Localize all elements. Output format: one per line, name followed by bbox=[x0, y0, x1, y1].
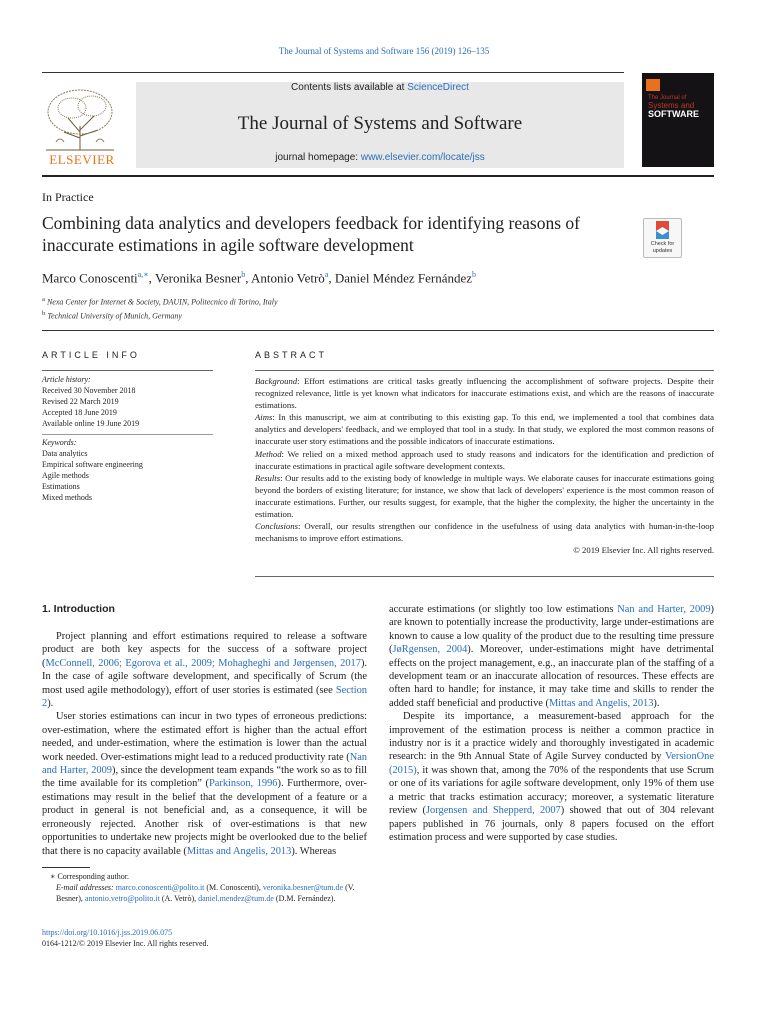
author-separator: , bbox=[245, 270, 252, 286]
history-label: Article history: bbox=[42, 375, 91, 384]
abstract-bottom-rule bbox=[255, 576, 714, 577]
history-item: Revised 22 March 2019 bbox=[42, 397, 119, 406]
abstract-background bbox=[255, 375, 714, 411]
introduction-heading: 1. Introduction bbox=[42, 603, 115, 615]
footnotes bbox=[42, 871, 367, 904]
section-link[interactable]: Section 2 bbox=[42, 684, 367, 710]
elsevier-wordmark: ELSEVIER bbox=[49, 152, 115, 167]
abstract-label: Background bbox=[255, 376, 298, 386]
crossmark-button[interactable] bbox=[643, 218, 682, 258]
author-affiliation-mark[interactable]: a bbox=[324, 270, 329, 279]
abstract-method bbox=[255, 448, 714, 472]
abstract-copyright: © 2019 Elsevier Inc. All rights reserved. bbox=[573, 545, 714, 556]
body-text: ). Whereas bbox=[291, 845, 337, 857]
crossmark-label-2: updates bbox=[652, 248, 673, 254]
email-label: E-mail addresses: bbox=[56, 883, 114, 892]
homepage-link[interactable]: www.elsevier.com/locate/jss bbox=[360, 152, 485, 163]
crossmark-label-1: Check for bbox=[650, 241, 675, 247]
author-list bbox=[42, 270, 476, 286]
abstract-rule bbox=[255, 370, 714, 371]
abstract-text: : Our results add to the existing body of knowledge in multiple ways. We elaborate causes for inaccurate estimations going beyond the borders of existing literature; for instance, we show that lack of developers' experience is the most common reason of inaccurate estimations. Further, our results suggest, for example, that the higher the complexity, the higher the uncertainty in the estimation. bbox=[255, 472, 714, 520]
affiliation-text: Technical University of Munich, Germany bbox=[47, 311, 182, 321]
intro-paragraph-1 bbox=[42, 630, 367, 710]
homepage-line bbox=[136, 152, 624, 163]
article-info-rule bbox=[42, 370, 213, 371]
cover-title-line1: The Journal of bbox=[648, 95, 687, 101]
body-text: ). Moreover, under-estimations might have detrimental effects on the project management, e.g., an inaccurate plan of the staffing of a development team or an inaccurate allocation of resources. These effects are often hard to handle; for instance, it may take time and skills to render the added staff beneficial and productive ( bbox=[389, 644, 714, 709]
keywords-label: Keywords: bbox=[42, 438, 77, 447]
keyword-item: Data analytics bbox=[42, 449, 88, 458]
history-item: Received 30 November 2018 bbox=[42, 386, 136, 395]
abstract-heading: ABSTRACT bbox=[255, 350, 328, 360]
crossmark-icon bbox=[644, 219, 681, 243]
citation-link[interactable]: Mittas and Angelis, 2013 bbox=[548, 697, 654, 709]
email-link[interactable]: marco.conoscenti@polito.it bbox=[115, 883, 205, 892]
affiliation-mark: b bbox=[42, 309, 46, 317]
email-owner: (D.M. Fernández). bbox=[273, 894, 336, 903]
citation-link[interactable]: McConnell, 2006; Egorova et al., 2009; Mohagheghi and Jørgensen, 2017 bbox=[45, 657, 361, 669]
body-column-left bbox=[42, 630, 367, 858]
abstract-text: : Effort estimations are critical tasks greatly influencing the accomplishment of software projects. Despite their recognized relevance, little is yet known what indicators for inaccurate estimations exist, and which are the reasons of inaccurate estimations. bbox=[255, 376, 714, 411]
body-text: Despite its importance, a measurement-based approach for the improvement of the estimation process is neither a common practice in industry nor is it a practice widely and thoroughly investigated in academic research: in the 9th Annual State of Agile Survey conducted by bbox=[389, 711, 714, 763]
intro-paragraph-3-continued bbox=[389, 710, 714, 844]
contents-prefix: Contents lists available at bbox=[291, 82, 405, 93]
sciencedirect-link[interactable]: ScienceDirect bbox=[407, 82, 469, 93]
body-text: User stories estimations can incur in two types of erroneous predictions: over-estimation, where the estimated effort is higher than the actual effort needed, and under-estimation, where the estimation is lower than the actual work needed. Over-estimations might lead to a reduced productivity rate ( bbox=[42, 711, 367, 763]
email-link[interactable]: veronika.besner@tum.de bbox=[262, 883, 344, 892]
elsevier-logo bbox=[42, 82, 122, 168]
cover-title-line2: Systems and bbox=[648, 101, 695, 110]
email-owner: (V. Besner), bbox=[56, 883, 355, 903]
citation-link[interactable]: VersionOne (2015) bbox=[389, 751, 714, 776]
author-name: Veronika Besner bbox=[154, 270, 242, 286]
abstract-body bbox=[255, 375, 714, 556]
corresponding-text: Corresponding author. bbox=[57, 872, 129, 881]
doi-link[interactable]: https://doi.org/10.1016/j.jss.2019.06.075 bbox=[42, 928, 173, 937]
affiliation-mark: a bbox=[42, 296, 45, 303]
email-addresses bbox=[42, 882, 367, 904]
abstract-text: : We relied on a mixed method approach used to study reasons and indicators for the identification and prediction of inaccurate estimations in practical agile software development contexts. bbox=[255, 448, 714, 471]
journal-reference[interactable]: The Journal of Systems and Software 156 (2019) 126–135 bbox=[278, 46, 490, 56]
affiliation-item bbox=[42, 308, 278, 322]
cover-title-line3: SOFTWARE bbox=[648, 109, 699, 119]
header-divider bbox=[42, 175, 714, 177]
article-history bbox=[42, 374, 213, 429]
abstract-aims bbox=[255, 411, 714, 447]
citation-link[interactable]: Mittas and Angelis, 2013 bbox=[186, 845, 292, 857]
citation-link[interactable]: Nan and Harter, 2009 bbox=[617, 604, 711, 615]
keyword-item: Estimations bbox=[42, 482, 80, 491]
homepage-prefix: journal homepage: bbox=[275, 152, 359, 163]
author-affiliation-mark[interactable]: b bbox=[472, 270, 477, 279]
affiliation-text: Nexa Center for Internet & Society, DAUIN, Politecnico di Torino, Italy bbox=[46, 297, 278, 307]
body-text: ), since the development team expands “the work so as to fill the time available for its completion” ( bbox=[42, 765, 367, 790]
email-link[interactable]: daniel.mendez@tum.de bbox=[198, 894, 274, 903]
footnote-rule bbox=[42, 867, 90, 868]
author-name: Marco Conoscenti bbox=[42, 270, 138, 286]
article-title: Combining data analytics and developers feedback for identifying reasons of inaccurate estimations in agile software development bbox=[42, 213, 580, 255]
body-text: accurate estimations (or slightly too low estimations bbox=[389, 604, 618, 615]
body-text: ). In the case of agile software development, and specifically of Scrum (the most used agile methodology), effort of user stories is estimated (see bbox=[42, 657, 367, 696]
abstract-label: Conclusions bbox=[255, 521, 298, 532]
abstract-conclusions bbox=[255, 520, 714, 544]
email-link[interactable]: antonio.vetro@polito.it bbox=[84, 894, 160, 903]
citation-link[interactable]: Nan and Harter, 2009 bbox=[42, 751, 367, 777]
intro-paragraph-2 bbox=[42, 710, 367, 857]
body-text: ) showed that out of 304 relevant papers published in 76 journals, only 8 papers focused on the effort estimation process and were supported by case studies. bbox=[389, 805, 714, 843]
body-text: , it was shown that, among the 70% of the respondents that use Scrum or one of its variations for agile software development, only 19% of them use a metric that tracks estimation accuracy; moreover, a systematic literature review ( bbox=[389, 764, 714, 817]
contents-line bbox=[136, 82, 624, 93]
author-affiliation-mark[interactable]: b bbox=[241, 270, 246, 279]
email-owner: (A. Vetrò), bbox=[159, 894, 199, 903]
citation-link[interactable]: Jorgensen and Shepperd, 2007 bbox=[425, 805, 561, 817]
abstract-label: Results bbox=[255, 472, 281, 483]
body-text: ) are known to potentially increase the productivity, large under-estimations are known to cause a low quality of the product due to the resulting time pressure ( bbox=[389, 604, 715, 656]
cover-graphic bbox=[646, 79, 660, 91]
intro-paragraph-2-continued bbox=[389, 603, 714, 710]
affiliations bbox=[42, 294, 278, 321]
abstract-text: : Overall, our results strengthen our confidence in the usefulness of using data analytics with human-in-the-loop mechanisms to improve effort estimations. bbox=[255, 521, 714, 544]
article-info-rule-2 bbox=[42, 434, 213, 435]
body-column-right bbox=[389, 603, 714, 844]
author-name: Antonio Vetrò bbox=[251, 270, 325, 286]
abstract-label: Method bbox=[255, 448, 282, 459]
corresponding-author-note: ∗ Corresponding author. bbox=[50, 872, 129, 881]
citation-link[interactable]: JøRgensen, 2004 bbox=[392, 644, 468, 656]
header-rule bbox=[42, 72, 624, 73]
body-text: Project planning and effort estimations required to release a software product are both key aspects for the success of a software project ( bbox=[42, 631, 367, 669]
section-type: In Practice bbox=[42, 190, 94, 204]
email-owner: (M. Conoscenti), bbox=[204, 883, 263, 892]
journal-cover-image[interactable] bbox=[642, 73, 714, 167]
keyword-item: Empirical software engineering bbox=[42, 460, 143, 469]
history-item: Accepted 18 June 2019 bbox=[42, 408, 117, 417]
abstract-results bbox=[255, 472, 714, 520]
keyword-item: Mixed methods bbox=[42, 493, 92, 502]
article-info-heading: ARTICLE INFO bbox=[42, 350, 140, 360]
author-separator: , bbox=[328, 270, 335, 286]
abstract-label: Aims bbox=[255, 412, 273, 423]
keyword-item: Agile methods bbox=[42, 471, 89, 480]
citation-link[interactable]: Parkinson, 1996 bbox=[208, 778, 278, 790]
author-separator: , bbox=[148, 270, 155, 286]
body-text: ). bbox=[47, 698, 54, 710]
authors-divider bbox=[42, 330, 714, 331]
body-text: ). bbox=[653, 697, 660, 709]
author-affiliation-mark[interactable]: a,∗ bbox=[137, 270, 149, 279]
abstract-text: : In this manuscript, we aim at contributing to this existing gap. To this end, we implemented a tool that combines data analytics and developers' feedback, and we employed that tool in a study. In that study, we explored the most common reasons of inaccurate user story estimations and the possible indicators of inaccurate estimations. bbox=[255, 412, 714, 447]
history-item: Available online 19 June 2019 bbox=[42, 419, 140, 428]
journal-title: The Journal of Systems and Software bbox=[237, 113, 523, 134]
author-name: Daniel Méndez Fernández bbox=[334, 270, 473, 286]
body-text: ). Furthermore, over-estimations may result in the belief that the development of a feature or a product in general is not beneficial and, as a consequence, it will be erroneously rejected. Another risk of over-estimations is that new opportunities to undertake new projects might be overlooked due to the belief that there is no capacity available ( bbox=[42, 778, 368, 857]
issn-copyright: 0164-1212/© 2019 Elsevier Inc. All rights reserved. bbox=[42, 939, 209, 948]
keywords bbox=[42, 437, 213, 503]
affiliation-item bbox=[42, 294, 278, 308]
